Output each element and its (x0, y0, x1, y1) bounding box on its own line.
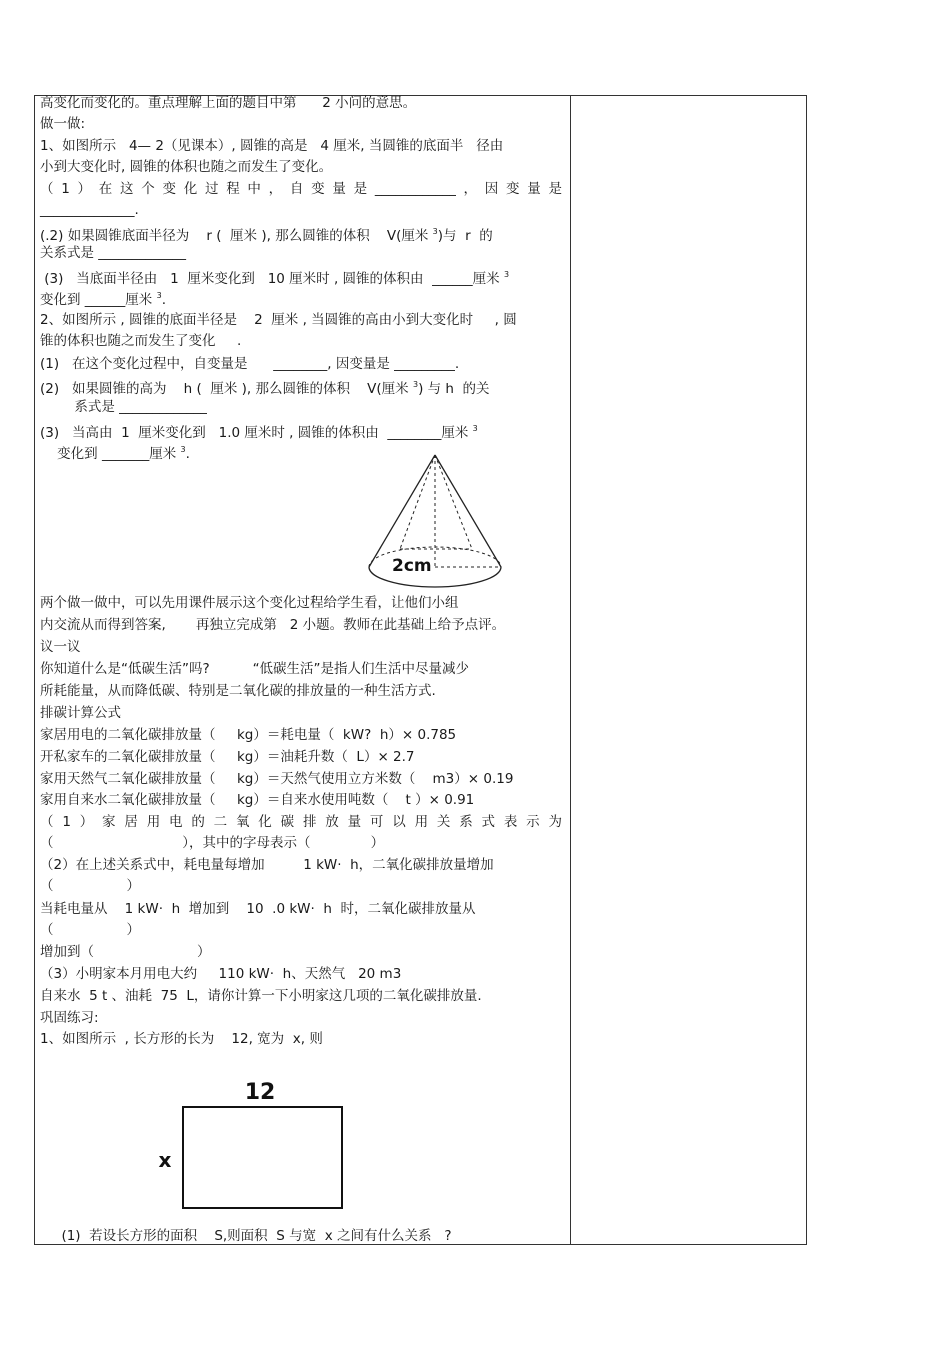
text-line: 1、如图所示 , 长方形的长为 12, 宽为 x, 则 (40, 1031, 323, 1047)
text-line: （1）在这个变化过程中，自变量是____________，因变量是 (40, 181, 562, 197)
text-line: (1) 若设长方形的面积 S,则面积 S 与宽 x 之间有什么关系 ? (40, 1228, 452, 1244)
text-line: 小到大变化时, 圆锥的体积也随之而发生了变化。 (40, 159, 333, 175)
text-line: （ ），其中的字母表示（ ） (40, 835, 385, 851)
cone-dashed-slant (435, 455, 472, 549)
text-line: 自来水 5 t 、油耗 75 L，请你计算一下小明家这几项的二氧化碳排放量. (40, 988, 482, 1004)
text-line: （3）小明家本月用电大约 110 kW· h、天然气 20 m3 (40, 966, 402, 982)
text-line: （ ） (40, 922, 140, 938)
text-line: 当耗电量从 1 kW· h 增加到 10 .0 kW· h 时，二氧化碳排放量从 (40, 901, 476, 917)
formula-line: 家居用电的二氧化碳排放量（ kg）＝耗电量（ kW? h）× 0.785 (40, 727, 457, 743)
text-line: 2、如图所示 , 圆锥的底面半径是 2 厘米 , 当圆锥的高由小到大变化时 , 圆 (40, 312, 517, 328)
formula-line: 家用自来水二氧化碳排放量（ kg）＝自来水使用吨数（ t ）× 0.91 (40, 792, 475, 808)
section-heading-practice: 巩固练习: (40, 1010, 99, 1026)
cone-figure (360, 445, 510, 595)
rect-width-label: x (158, 1148, 172, 1172)
text-line: 所耗能量，从而降低碳、特别是二氧化碳的排放量的一种生活方式. (40, 683, 436, 699)
column-divider (570, 95, 571, 1245)
cone-dashed-slant (400, 455, 435, 549)
section-heading-formula: 排碳计算公式 (40, 705, 121, 721)
text-line: ______________. (40, 202, 139, 218)
text-line: (3) 当高由 1 厘米变化到 1.0 厘米时 , 圆锥的体积由 ________厘米 $^3$ (40, 424, 478, 441)
text-line: 1、如图所示 4— 2（见课本）, 圆锥的高是 4 厘米, 当圆锥的底面半 径由 (40, 138, 504, 154)
formula-line: 开私家车的二氧化碳排放量（ kg）＝油耗升数（ L）× 2.7 (40, 749, 415, 765)
cone-edge-left (369, 455, 435, 567)
rect-length-label: 12 (244, 1080, 276, 1105)
text-line: （ ） (40, 878, 140, 894)
text-line: 关系式是 _____________ (40, 245, 187, 261)
text-line: （2）在上述关系式中，耗电量每增加 1 kW· h，二氧化碳排放量增加 (40, 857, 494, 873)
text-line: 系式是 _____________ (40, 399, 207, 415)
section-heading-discuss: 议一议 (40, 639, 81, 655)
text-line: （1）家居用电的二氧化碳排放量可以用关系式表示为 (40, 814, 562, 830)
rectangle-shape (183, 1107, 342, 1208)
text-line: 内交流从而得到答案, 再独立完成第 2 小题。教师在此基础上给予点评。 (40, 617, 506, 633)
text-line: (2) 如果圆锥的高为 h ( 厘米 ), 那么圆锥的体积 V(厘米 $^3$) 与 h 的关 (40, 380, 490, 397)
cone-base-front (369, 567, 501, 587)
formula-line: 家用天然气二氧化碳排放量（ kg）＝天然气使用立方米数（ m3）× 0.19 (40, 771, 514, 787)
text-line: (1) 在这个变化过程中，自变量是 ________, 因变量是 _________. (40, 356, 460, 372)
text-line: (.2) 如果圆锥底面半径为 r ( 厘米 ), 那么圆锥的体积 V(厘米 $^3$)与 r 的 (40, 227, 493, 244)
text-line: 两个做一做中，可以先用课件展示这个变化过程给学生看，让他们小组 (40, 595, 459, 611)
text-line: 高变化而变化的。重点理解上面的题目中第 2 小问的意思。 (40, 95, 417, 111)
text-line: 你知道什么是“低碳生活”吗? “低碳生活”是指人们生活中尽量减少 (40, 661, 470, 677)
text-line: 变化到 _______厘米 $^3$. (40, 445, 190, 462)
text-line: 锥的体积也随之而发生了变化 . (40, 333, 242, 349)
text-line: (3) 当底面半径由 1 厘米变化到 10 厘米时 , 圆锥的体积由 ______厘米 $^3$ (40, 270, 510, 287)
rectangle-figure (150, 1075, 365, 1215)
section-heading-do: 做一做: (40, 116, 86, 132)
text-line: 增加到（ ） (40, 944, 211, 960)
text-line: 变化到 ______厘米 $^3$. (40, 291, 166, 308)
cone-radius-label: 2cm (392, 556, 432, 576)
cone-edge-right (435, 455, 501, 567)
